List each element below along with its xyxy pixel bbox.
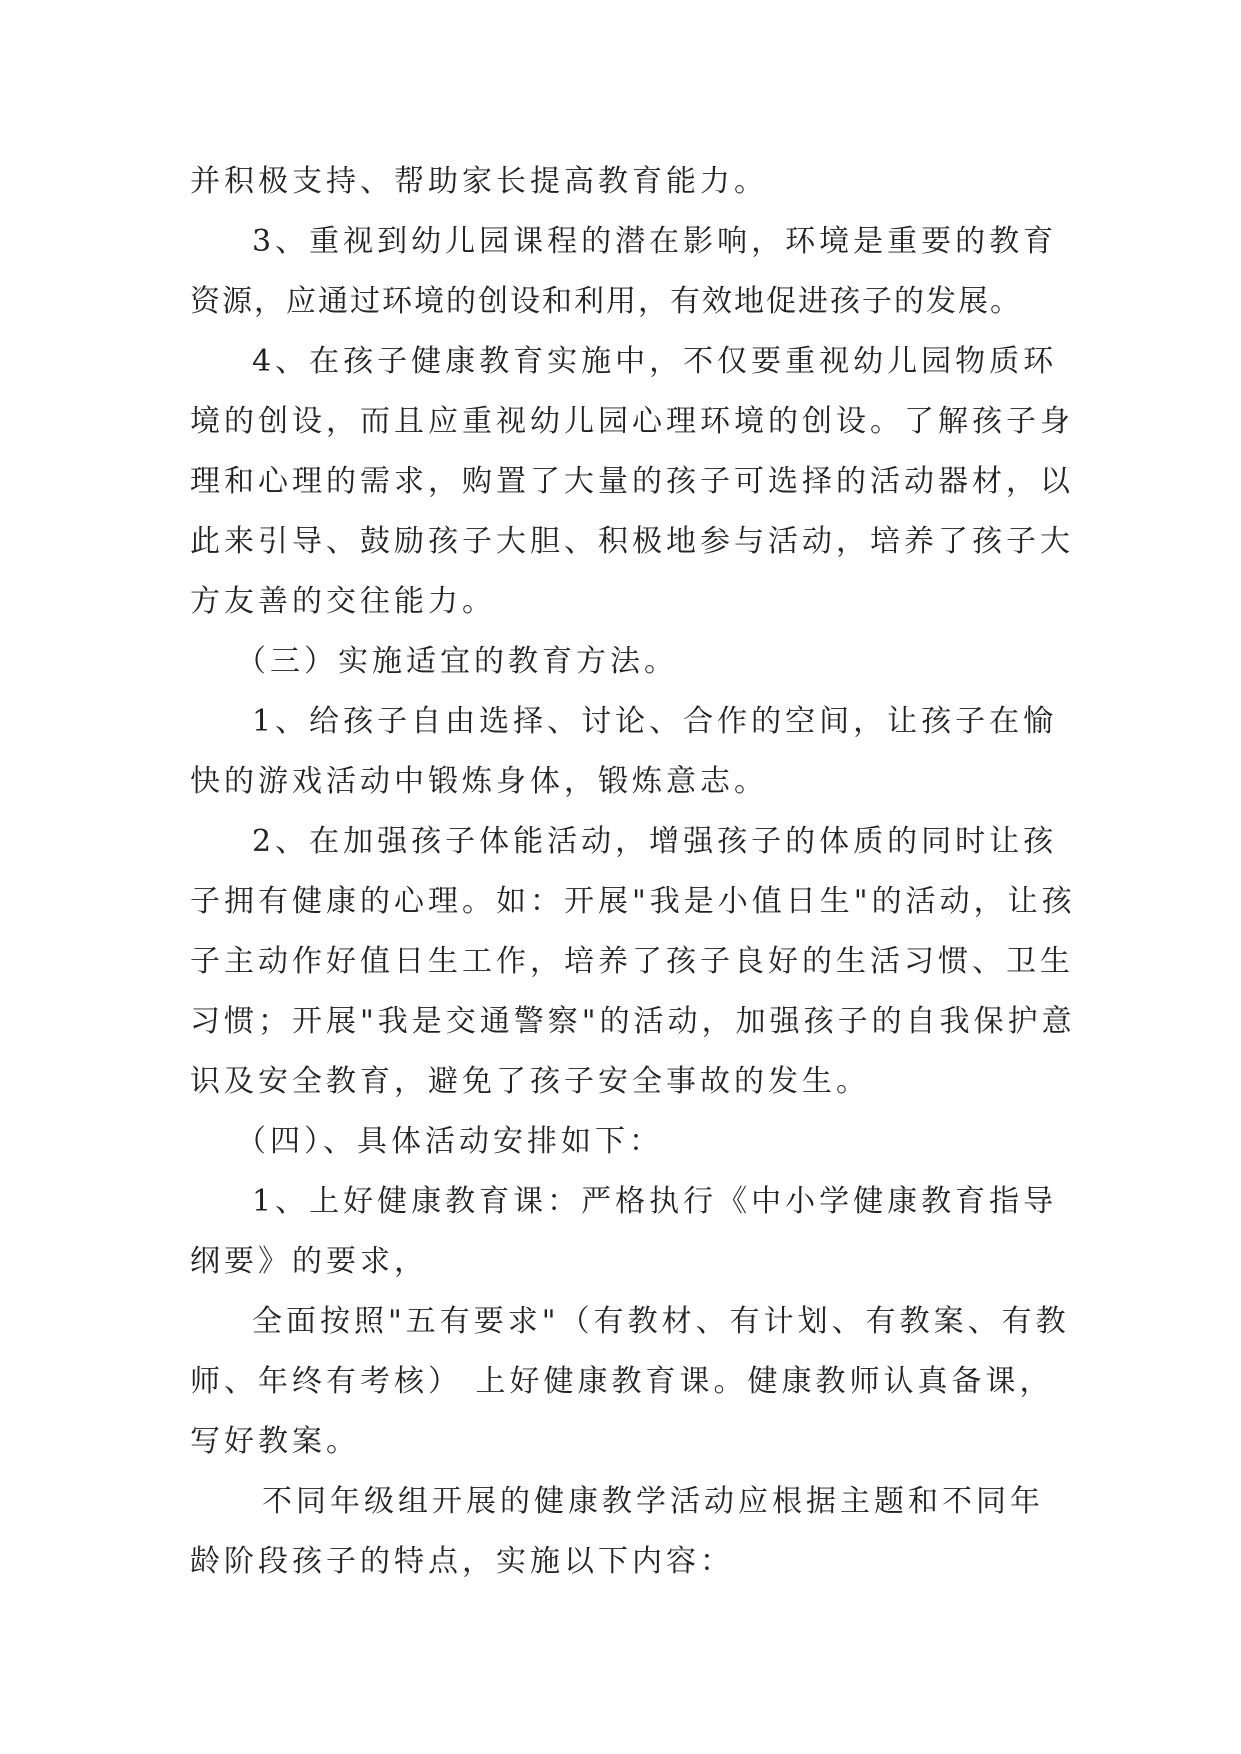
section-heading: （三）实施适宜的教育方法。 (236, 644, 678, 679)
section-heading: （四）、具体活动安排如下： (236, 1124, 663, 1159)
text-line: 4、在孩子健康教育实施中，不仅要重视幼儿园物质环 (252, 344, 1058, 379)
text-line: 不同年级组开展的健康教学活动应根据主题和不同年 (262, 1484, 1044, 1519)
text-line: 方友善的交往能力。 (190, 584, 496, 619)
text-line: 子主动作好值日生工作，培养了孩子良好的生活习惯、卫生 (190, 944, 1074, 979)
text-line: 境的创设，而且应重视幼儿园心理环境的创设。了解孩子身 (190, 404, 1074, 439)
text-line: 2、在加强孩子体能活动，增强孩子的体质的同时让孩 (252, 824, 1058, 859)
text-line: 1、上好健康教育课：严格执行《中小学健康教育指导 (252, 1184, 1058, 1219)
text-line: 识及安全教育，避免了孩子安全事故的发生。 (190, 1064, 870, 1099)
text-line: 全面按照"五有要求"（有教材、有计划、有教案、有教 (252, 1304, 1070, 1339)
text-line: 快的游戏活动中锻炼身体，锻炼意志。 (190, 764, 768, 799)
text-line: 子拥有健康的心理。如：开展"我是小值日生"的活动，让孩 (190, 884, 1076, 919)
text-line: 习惯；开展"我是交通警察"的活动，加强孩子的自我保护意 (190, 1004, 1076, 1039)
text-line: 纲要》的要求， (190, 1244, 428, 1279)
text-line: 龄阶段孩子的特点，实施以下内容： (190, 1544, 734, 1579)
text-line: 1、给孩子自由选择、讨论、合作的空间，让孩子在愉 (252, 704, 1058, 739)
text-line: 此来引导、鼓励孩子大胆、积极地参与活动，培养了孩子大 (190, 524, 1074, 559)
text-line: 写好教案。 (190, 1424, 360, 1459)
text-line: 资源，应通过环境的创设和利用，有效地促进孩子的发展。 (190, 284, 1022, 319)
text-line: 理和心理的需求，购置了大量的孩子可选择的活动器材，以 (190, 464, 1074, 499)
text-line: 并积极支持、帮助家长提高教育能力。 (190, 164, 768, 199)
text-line: 师、年终有考核） 上好健康教育课。健康教师认真备课， (190, 1364, 1054, 1399)
text-line: 3、重视到幼儿园课程的潜在影响，环境是重要的教育 (252, 224, 1058, 259)
